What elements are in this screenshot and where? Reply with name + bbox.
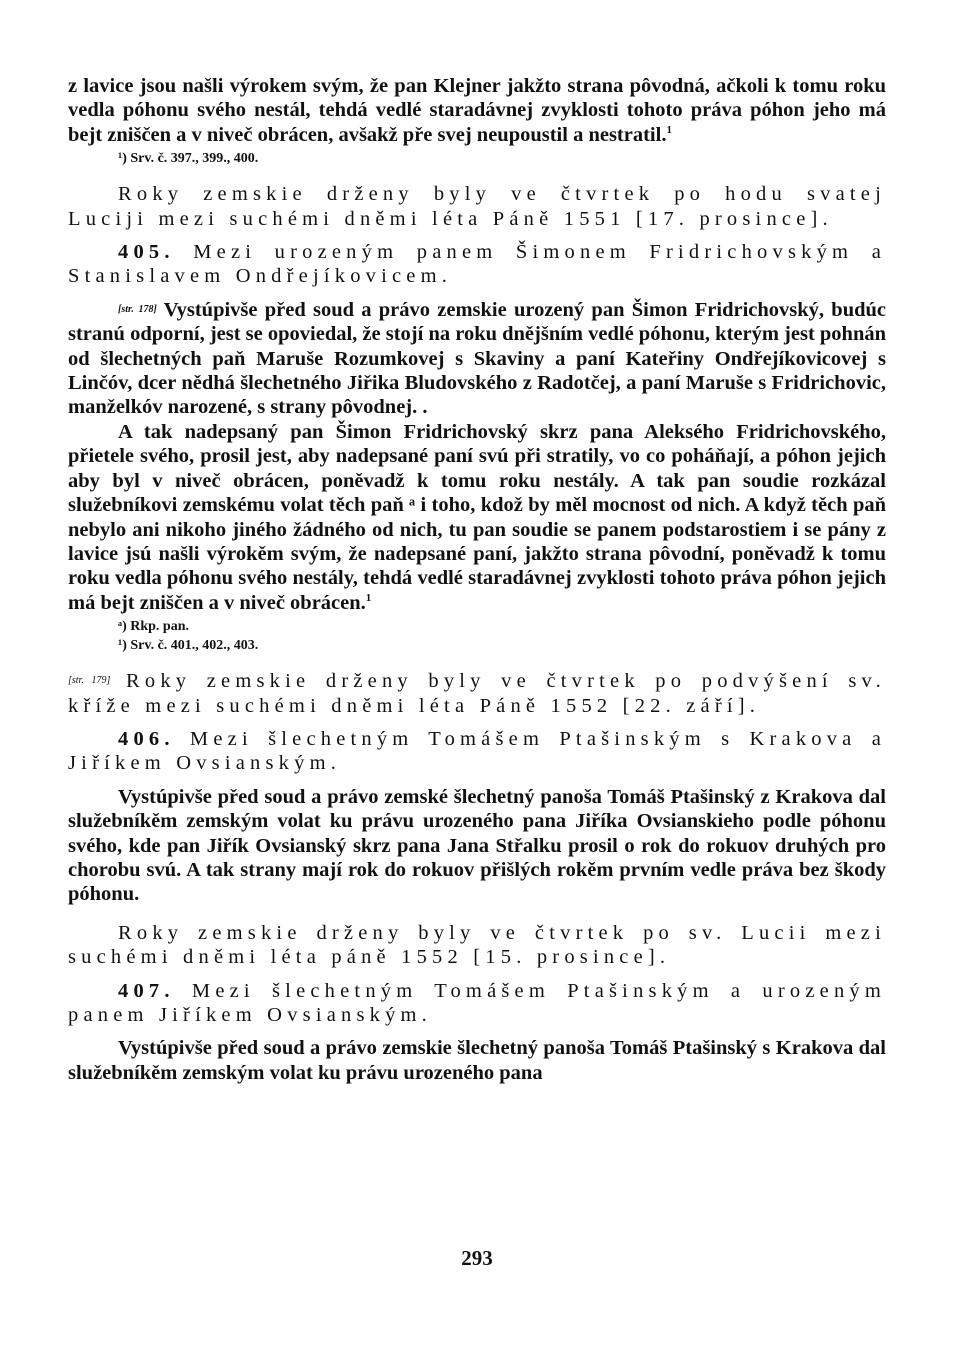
paragraph-text: A tak nadepsaný pan Šimon Fridrichovský skrz pana Alekséhо Fridrichovského, přietele svého, prosil jest, aby nadepsané paní svú při stratily, vo co poháňají, a póhon jejich aby byl v niveč obrácen, poněvadž k tomu roku nestály. A tak pan soudie rozkázal služebníkovi zemskému volat těch paň ᵃ i toho, kdož by měl mocnost od nich. A když těch paň nebylo ani nikoho jiného žádného od nich, tu pan soudie se panem podstarostiem i se pány z lavice jsú našli výrokěm svým, že nadepsané paní, jakžto strana pôvodní, poněvadž k tomu roku vedla póhonu svého nestály, tehdá vedlé staradávnej zvyklosti tohoto práva póhon jejich má bejt zniščen a v niveč obrácen. [68, 420, 886, 614]
entry-title-text: Mezi urozeným panem Šimonem Fridrichovským a Stanislavem Ondřejíkovicem. [68, 241, 886, 288]
entry-paragraph [68, 420, 886, 615]
entry-title-text: Mezi šlechetným Tomášem Ptašinským s Krakova a Jiříkem Ovsianským. [68, 727, 886, 775]
entry-number: 407. [118, 979, 175, 1002]
entry-number: 406. [118, 727, 175, 750]
footnote-ref: 1 [666, 123, 672, 136]
paragraph-continued [68, 74, 886, 147]
page-number: 293 [461, 1246, 493, 1270]
footnote: ¹) Srv. č. 397., 399., 400. [118, 151, 259, 167]
paragraph-text: z lavice jsou našli výrokem svým, že pan Klejner jakžto strana pôvodná, ačkoli k tomu roku vedla póhonu svého nestál, tehdá vedlé staradávnej zvyklosti tohoto práva póhon jeho má bejt zniščen a v niveč obrácen, avšakž pře svej neupoustil a nestratil. [68, 75, 886, 146]
paragraph-text: Vystúpivše před soud a právo zemskie urozený pan Šimon Fridrichovský, budúc stranú odporní, jest se opoviedal, že stojí na roku dnějšním vedlé póhonu, kterým jest pohnán od šlechetných paň Maruše Rozumkovej s Skaviny a paní Kateřiny Ondřejíkovicovej s Linčóv, dcer nědhá šlechetného Jiřika Bludovského z Radotčej, a paní Maruše s Fridrichovic, manželkóv narozené, s strany pôvodnej. . [68, 298, 887, 419]
session-heading [68, 669, 886, 718]
entry-paragraph [68, 298, 886, 420]
document-page [68, 74, 887, 1270]
entry-title-text: Mezi šlechetným Tomášem Ptašinským a urozeným panem Jiříkem Ovsianským. [68, 979, 886, 1026]
entry-paragraph: Vystúpivše před soud a právo zemské šlechetný panoša Tomáš Ptašinský z Krakova dal služebníkěm zemským volat ku právu urozeného pana Jiříka Ovsianskieho podle póhonu svého, kde pan Jiřík Ovsianský skrz pana Jana Střalku prosil o rok do rokuov druhých pro chorobu svú. A tak strany mají rok do rokuov přišlých rokěm prvním vedle práva bez škody póhonu. [68, 785, 886, 906]
entry-paragraph: Vystúpivše před soud a právo zemskie šlechetný panoša Tomáš Ptašinský s Krakova dal služebníkěm zemským volat ku právu urozeného pana [68, 1037, 886, 1084]
heading-text: Roky zemskie drženy byly ve čtvrtek po podvýšení sv. kříže mezi suchémi dněmi léta Páně 1552 [22. září]. [68, 670, 886, 717]
footnote: ᵃ) Rkp. pan. [118, 619, 190, 635]
entry-number: 405. [118, 241, 175, 264]
entry-title [68, 979, 886, 1028]
entry-title [68, 240, 886, 289]
session-heading: Roky zemskie drženy byly ve čtvrtek po sv. Lucii mezi suchémi dněmi léta páně 1552 [15. prosince]. [68, 921, 886, 969]
margin-note: [str. 179] [68, 675, 111, 687]
entry-title [68, 727, 886, 776]
session-heading: Roky zemskie drženy byly ve čtvrtek po hodu svatej Luciji mezi suchémi dněmi léta Páně 1551 [17. prosince]. [68, 183, 886, 230]
footnote: ¹) Srv. č. 401., 402., 403. [118, 638, 259, 654]
footnote-ref: 1 [365, 591, 372, 604]
margin-note: [str. 178] [118, 303, 157, 315]
